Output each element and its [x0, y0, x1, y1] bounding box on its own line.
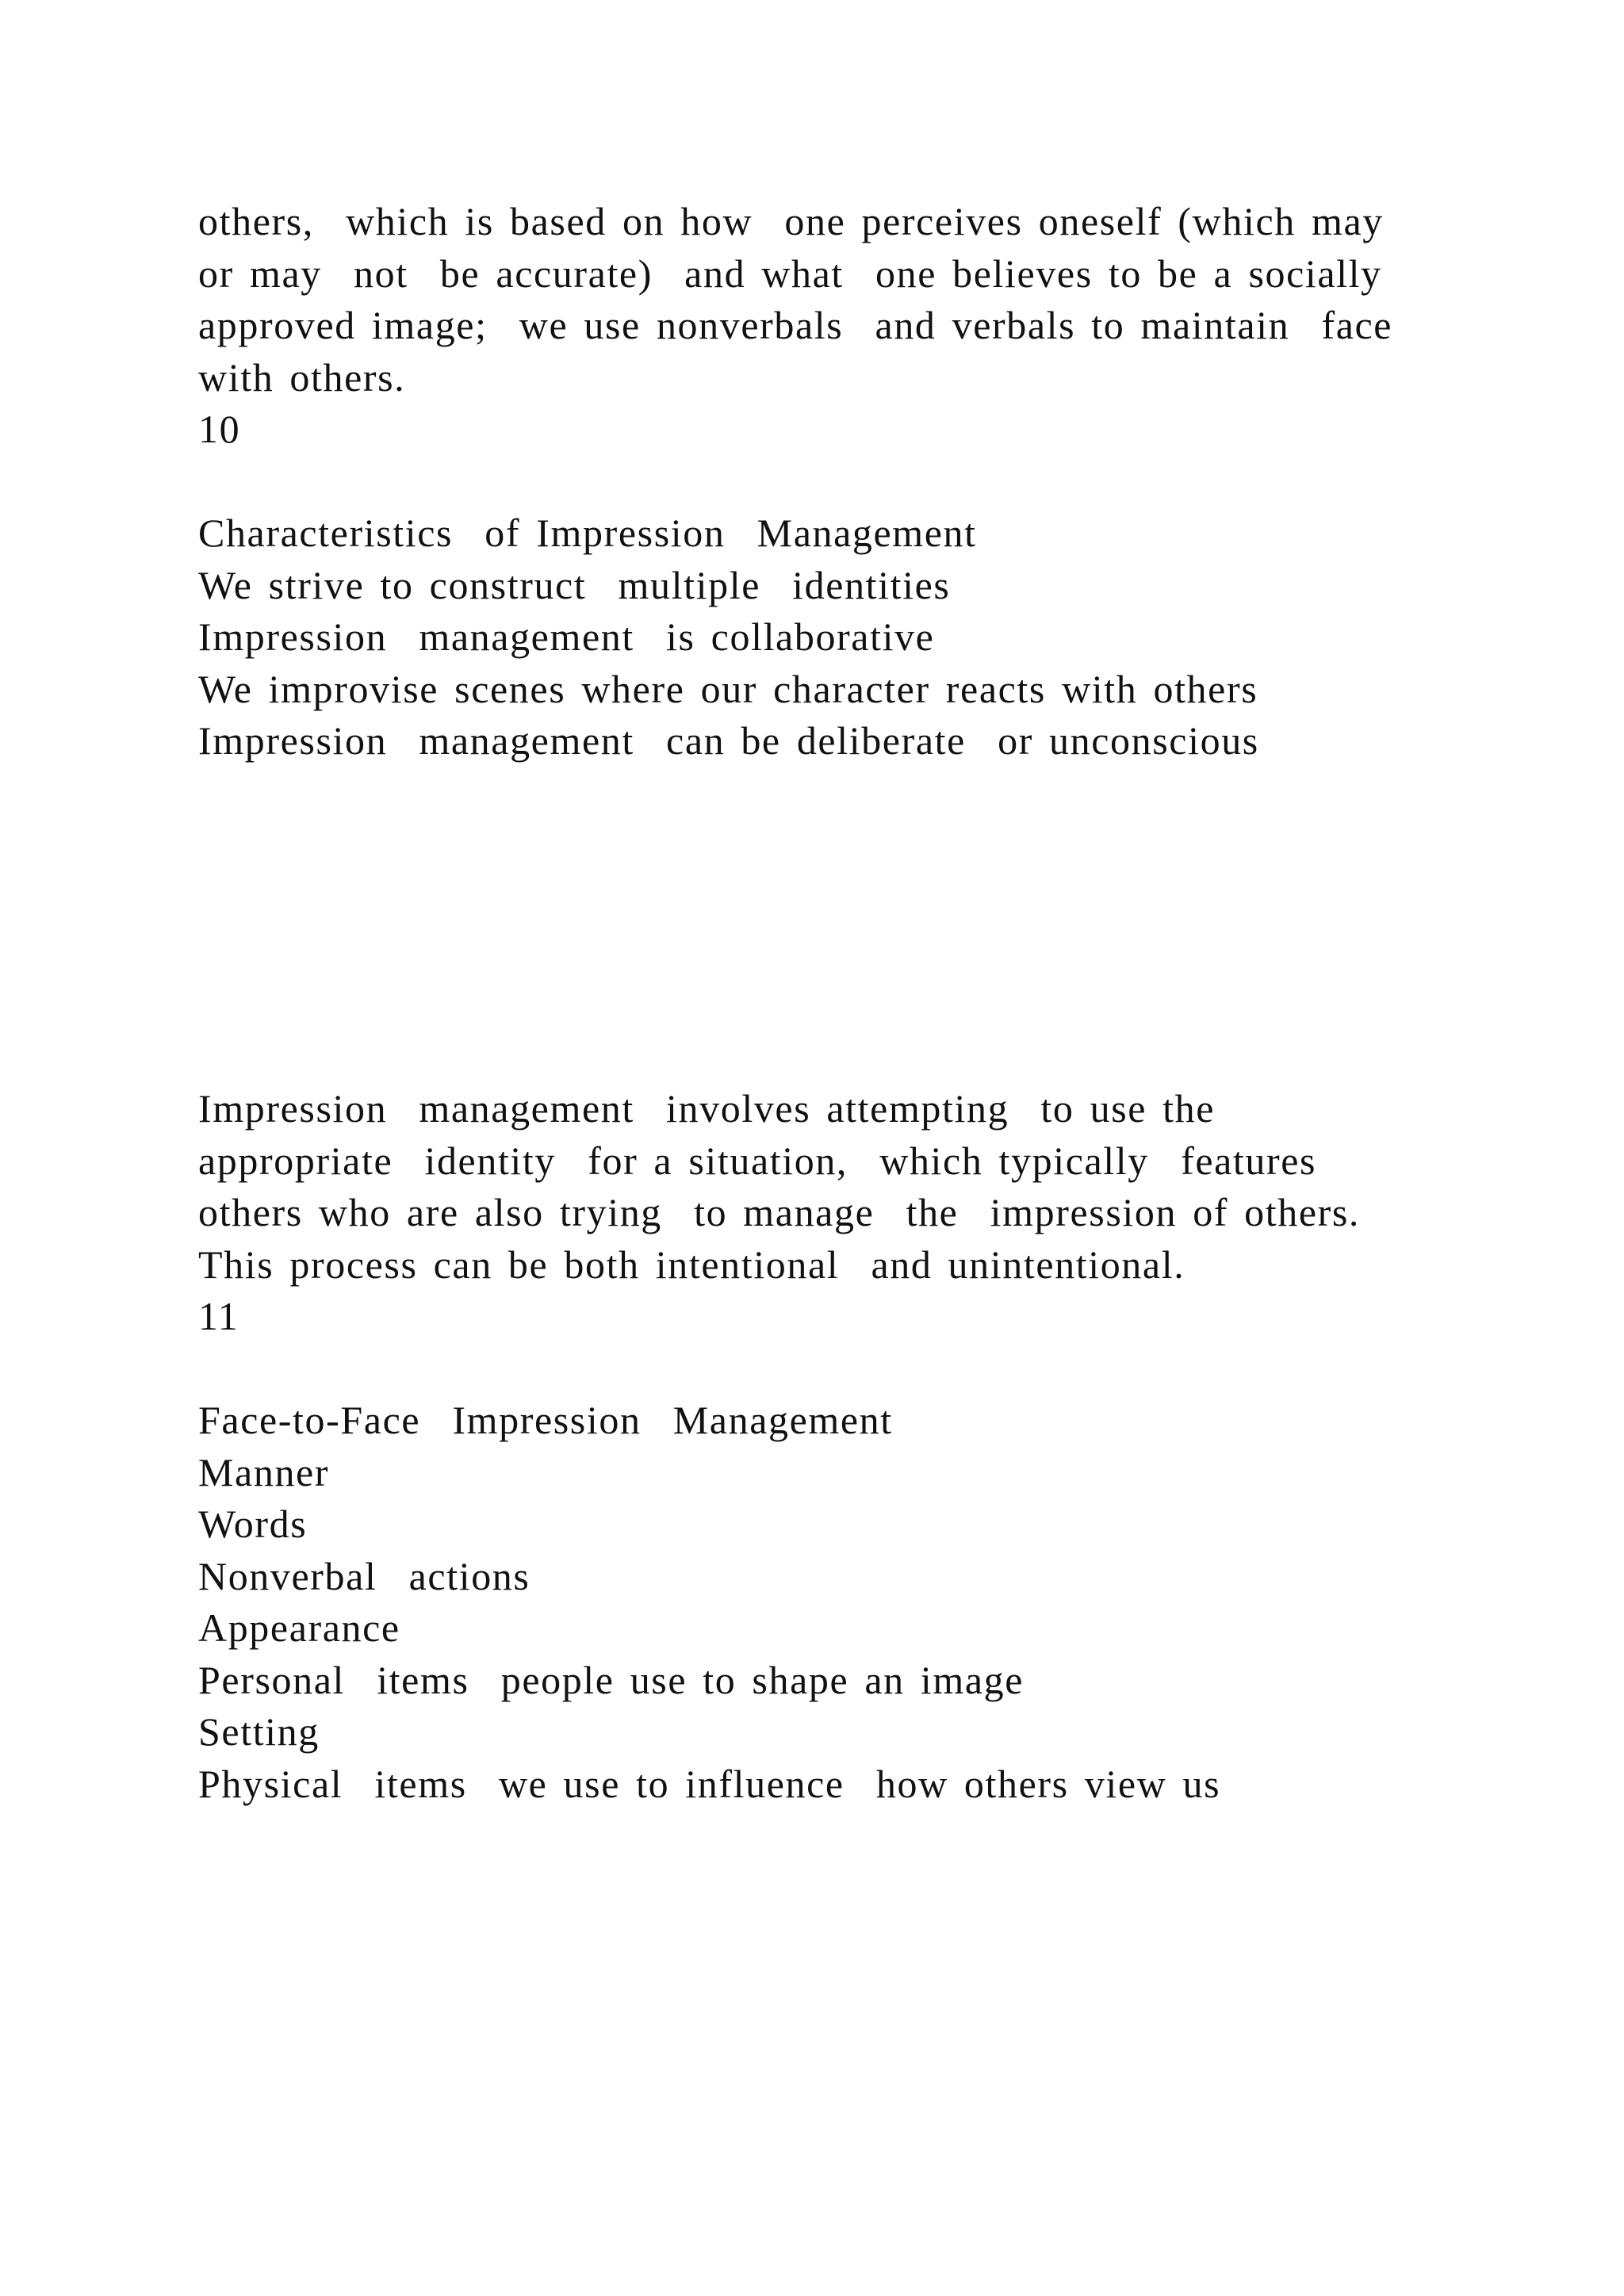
- slide-heading: Characteristics of Impression Management: [198, 511, 977, 555]
- bullet-item: Impression management is collaborative: [198, 614, 935, 659]
- list-item: Setting: [198, 1709, 320, 1754]
- list-item: Nonverbal actions: [198, 1553, 530, 1598]
- paragraph-line: Impression management involves attempting to use the: [198, 1086, 1216, 1131]
- list-item: Words: [198, 1502, 308, 1546]
- spacer: [198, 1343, 1546, 1395]
- slide-number: 11: [198, 1294, 239, 1338]
- paragraph-line: appropriate identity for a situation, which typically features: [198, 1138, 1317, 1183]
- paragraph-line: approved image; we use nonverbals and verbals to maintain face: [198, 303, 1393, 347]
- list-item: Physical items we use to influence how others view us: [198, 1761, 1221, 1806]
- slide-heading: Face-to-Face Impression Management: [198, 1398, 893, 1442]
- paragraph-line: others who are also trying to manage the impression of others.: [198, 1190, 1361, 1234]
- notes-block-slide-11: [198, 1083, 1546, 1810]
- spacer: [198, 456, 1546, 508]
- list-item: Manner: [198, 1449, 330, 1494]
- notes-block-slide-10: [198, 196, 1546, 767]
- list-item: Personal items people use to shape an image: [198, 1657, 1025, 1702]
- bullet-item: We improvise scenes where our character reacts with others: [198, 666, 1258, 711]
- slide-number: 10: [198, 407, 241, 451]
- paragraph-line: This process can be both intentional and unintentional.: [198, 1242, 1185, 1287]
- paragraph-line: others, which is based on how one perceives oneself (which may: [198, 199, 1384, 243]
- paragraph-line: or may not be accurate) and what one believes to be a socially: [198, 251, 1382, 296]
- list-item: Appearance: [198, 1605, 400, 1650]
- bullet-item: We strive to construct multiple identities: [198, 562, 951, 607]
- bullet-item: Impression management can be deliberate or unconscious: [198, 718, 1259, 763]
- paragraph-line: with others.: [198, 354, 406, 400]
